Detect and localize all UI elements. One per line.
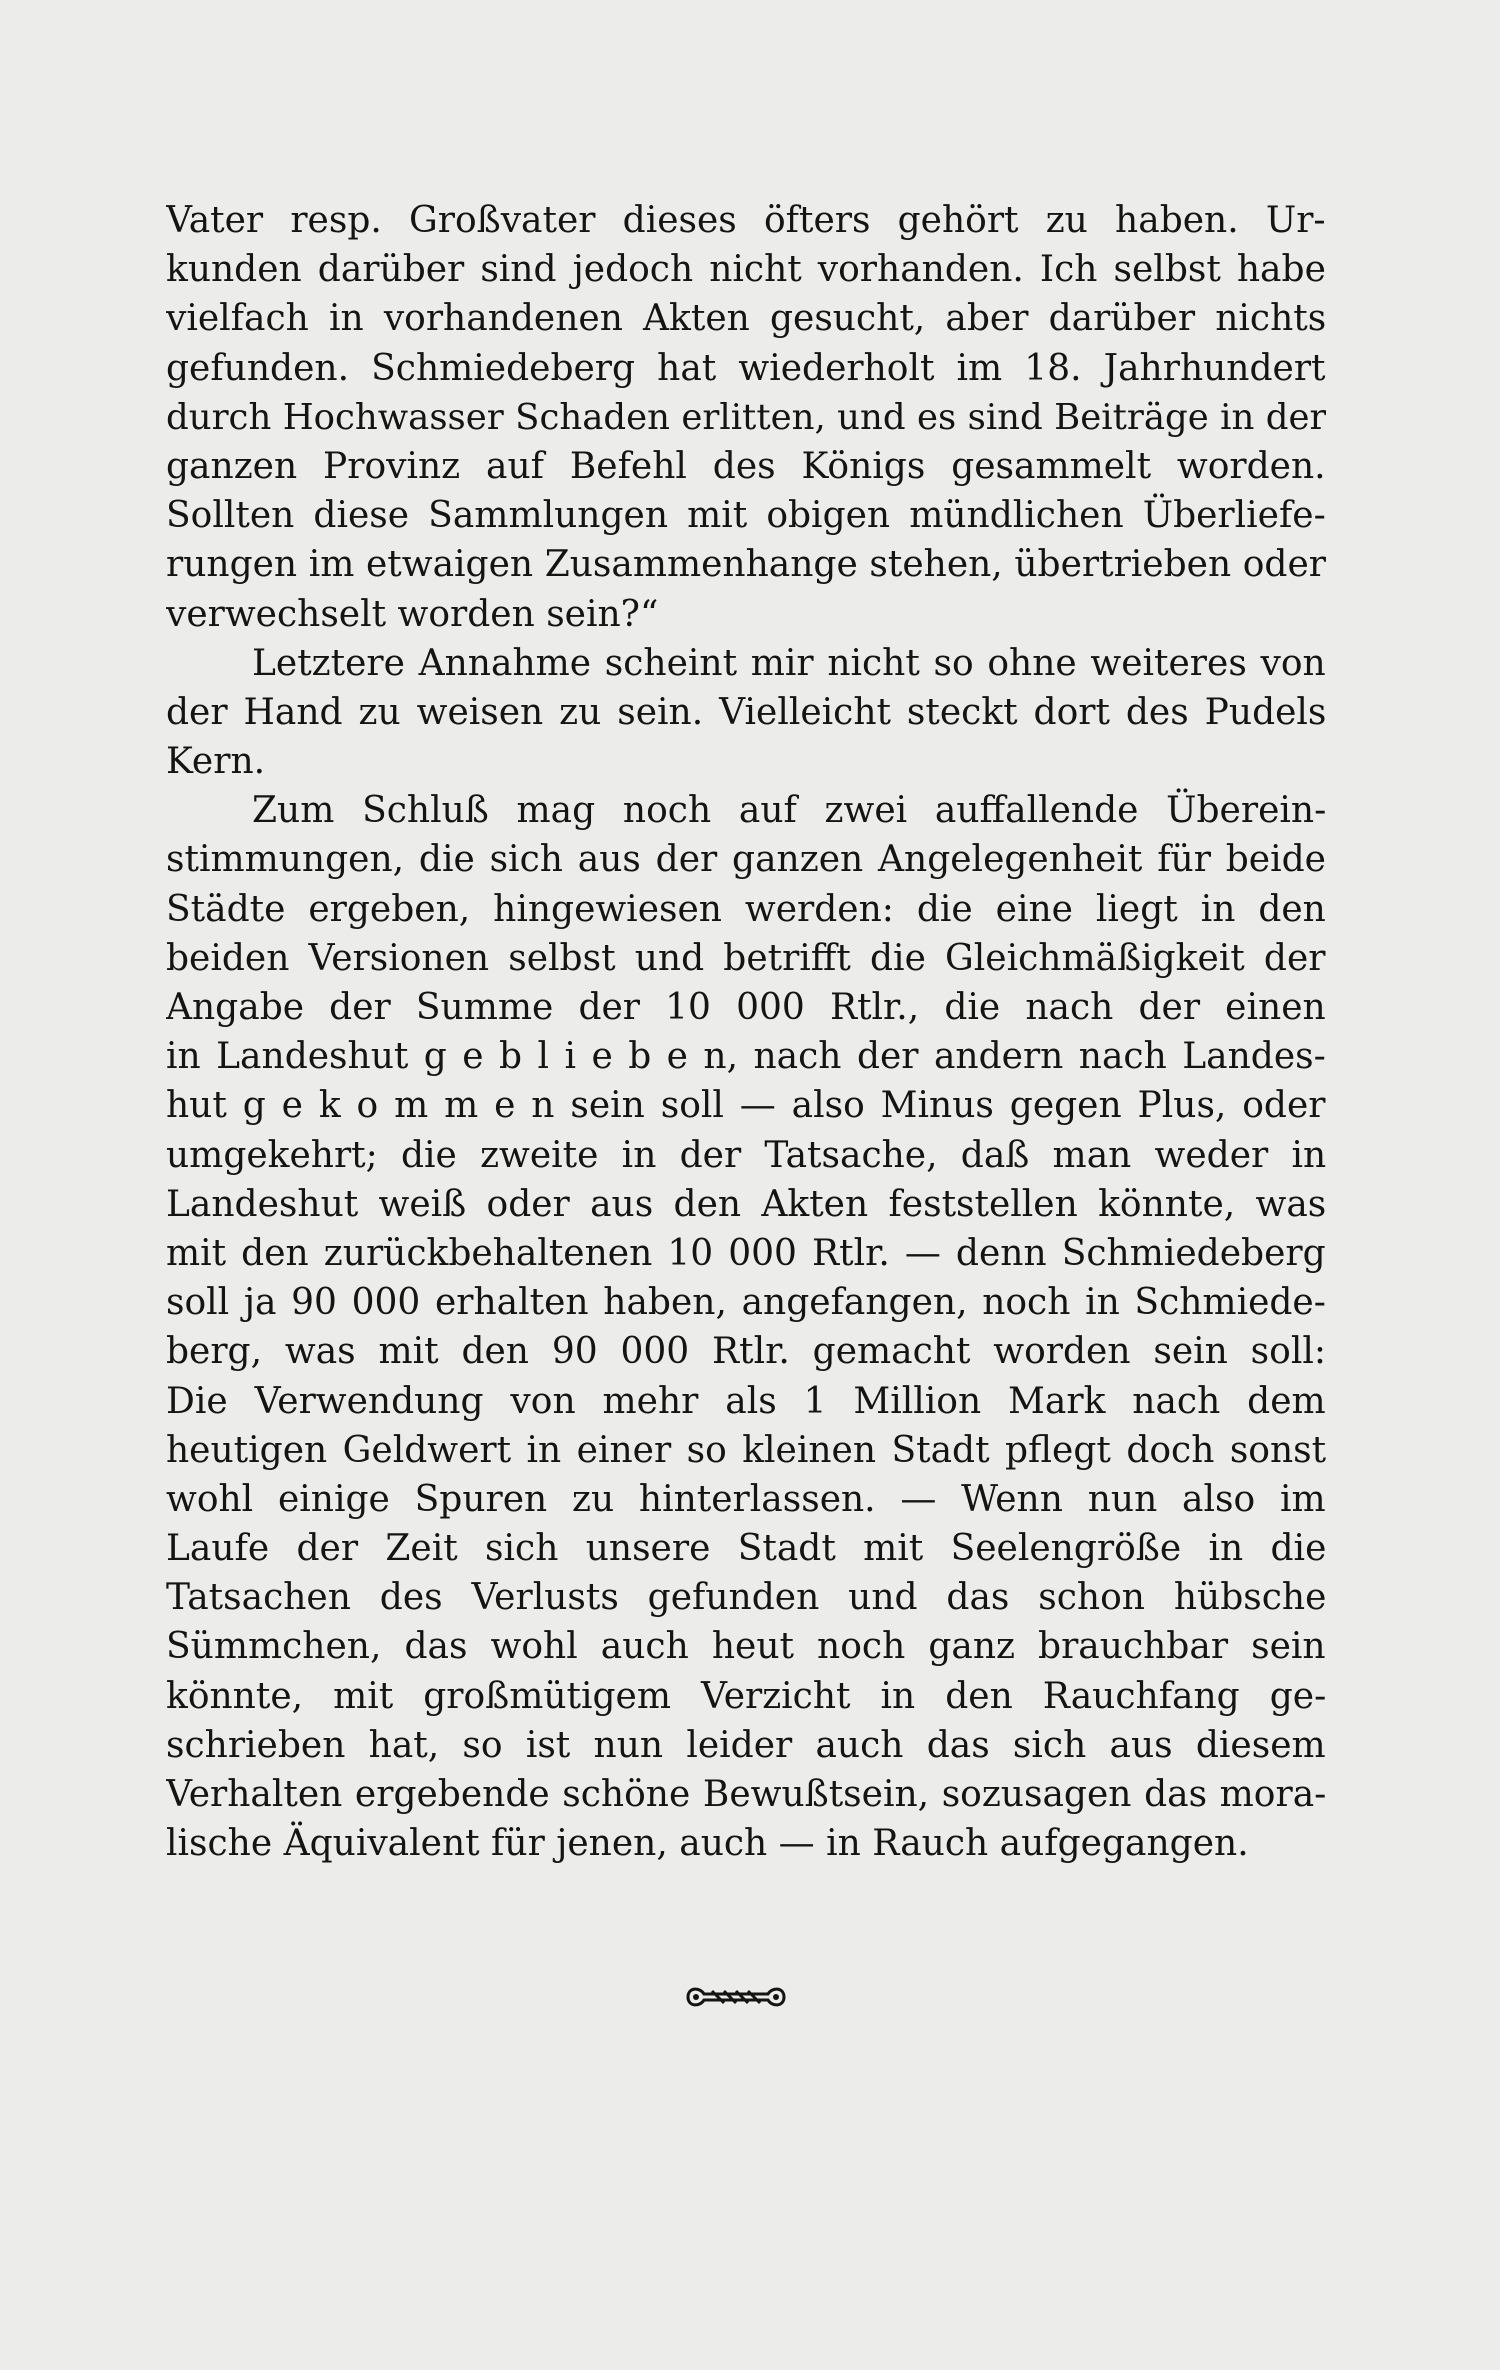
text-line: mit den zurückbehaltenen 10 000 Rtlr. — denn Schmiedeberg bbox=[166, 1232, 1326, 1274]
text-line: Kern. bbox=[166, 741, 266, 783]
text-line: hut g e k o m m e n sein soll — also Minus gegen Plus, oder bbox=[166, 1085, 1326, 1127]
text-line: kunden darüber sind jedoch nicht vorhanden. Ich selbst habe bbox=[166, 249, 1326, 291]
text-line: Sümmchen, das wohl auch heut noch ganz brauchbar sein bbox=[166, 1626, 1326, 1668]
text-line: in Landeshut g e b l i e b e n, nach der andern nach Landes- bbox=[166, 1036, 1326, 1078]
text-line: Tatsachen des Verlusts gefunden und das schon hübsche bbox=[166, 1577, 1326, 1619]
text-line: heutigen Geldwert in einer so kleinen Stadt pflegt doch sonst bbox=[166, 1429, 1326, 1471]
body-text bbox=[166, 196, 1326, 1868]
text-line: könnte, mit großmütigem Verzicht in den Rauchfang ge- bbox=[166, 1675, 1326, 1717]
text-line: schrieben hat, so ist nun leider auch das sich aus diesem bbox=[166, 1724, 1326, 1766]
text-line: lische Äquivalent für jenen, auch — in Rauch aufgegangen. bbox=[166, 1823, 1249, 1865]
text-line: stimmungen, die sich aus der ganzen Angelegenheit für beide bbox=[166, 839, 1326, 881]
text-line: der Hand zu weisen zu sein. Vielleicht steckt dort des Pudels bbox=[166, 691, 1326, 733]
text-line: soll ja 90 000 erhalten haben, angefangen, noch in Schmiede- bbox=[166, 1282, 1326, 1324]
text-line: Städte ergeben, hingewiesen werden: die eine liegt in den bbox=[166, 888, 1326, 930]
text-line: Laufe der Zeit sich unsere Stadt mit Seelengröße in die bbox=[166, 1528, 1326, 1570]
text-line: Vater resp. Großvater dieses öfters gehört zu haben. Ur- bbox=[166, 200, 1326, 241]
text-line: beiden Versionen selbst und betrifft die Gleichmäßigkeit der bbox=[166, 937, 1326, 979]
text-line: vielfach in vorhandenen Akten gesucht, aber darüber nichts bbox=[166, 298, 1326, 340]
text-line: berg, was mit den 90 000 Rtlr. gemacht worden sein soll: bbox=[166, 1331, 1326, 1373]
text-line: Die Verwendung von mehr als 1 Million Mark nach dem bbox=[166, 1380, 1326, 1422]
text-line: rungen im etwaigen Zusammenhange stehen, übertrieben oder bbox=[166, 544, 1326, 586]
text-line: Zum Schluß mag noch auf zwei auffallende Überein- bbox=[252, 790, 1326, 832]
text-line: Letztere Annahme scheint mir nicht so ohne weiteres von bbox=[252, 642, 1326, 684]
text-line: Verhalten ergebende schöne Bewußtsein, sozusagen das mora- bbox=[166, 1774, 1326, 1815]
text-line: gefunden. Schmiedeberg hat wiederholt im 18. Jahrhundert bbox=[166, 347, 1326, 389]
text-line: ganzen Provinz auf Befehl des Königs gesammelt worden. bbox=[166, 445, 1326, 487]
text-line: Sollten diese Sammlungen mit obigen mündlichen Überliefe- bbox=[166, 495, 1326, 537]
text-line: wohl einige Spuren zu hinterlassen. — Wenn nun also im bbox=[166, 1478, 1326, 1520]
text-line: Angabe der Summe der 10 000 Rtlr., die nach der einen bbox=[166, 987, 1326, 1028]
closing-ornament-icon bbox=[684, 1982, 788, 2012]
text-line: verwechselt worden sein?“ bbox=[166, 593, 659, 635]
text-line: Landeshut weiß oder aus den Akten feststellen könnte, was bbox=[166, 1183, 1326, 1225]
text-line: umgekehrt; die zweite in der Tatsache, daß man weder in bbox=[166, 1134, 1326, 1176]
text-line: durch Hochwasser Schaden erlitten, und es sind Beiträge in der bbox=[166, 396, 1326, 438]
